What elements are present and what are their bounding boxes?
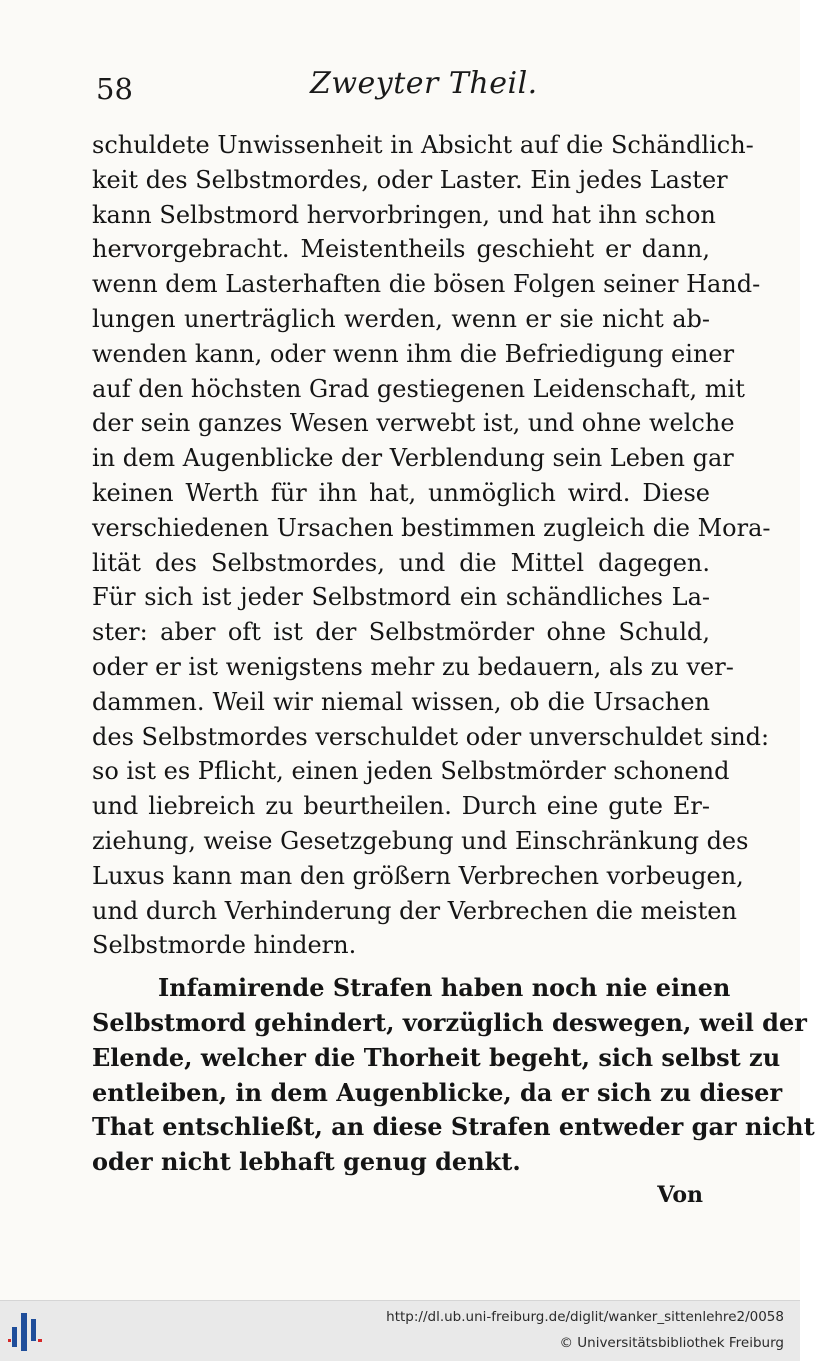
text-line: entleiben, in dem Augenblicke, da er sich zu dieser [92,1077,783,1107]
text-line: der sein ganzes Wesen verwebt ist, und ohne welche [92,409,735,438]
text-line: hervorgebracht. Meistentheils geschieht er dann, [92,235,710,264]
text-line: ster: aber oft ist der Selbstmörder ohne Schuld, [92,618,710,647]
text-line: so ist es Pflicht, einen jeden Selbstmörder schonend [92,757,730,786]
text-line: des Selbstmordes verschuldet oder unverschuldet sind: [92,722,770,751]
text-line: schuldete Unwissenheit in Absicht auf die Schändlich- [92,131,754,159]
library-logo-icon [8,1313,42,1351]
text-line: Infamirende Strafen haben noch nie einen [158,973,731,1003]
text-line: Elende, welcher die Thorheit begeht, sich selbst zu [92,1042,781,1072]
text-line: wenn dem Lasterhaften die bösen Folgen seiner Hand- [92,270,761,299]
text-line: in dem Augenblicke der Verblendung sein Leben gar [92,444,734,473]
text-line: keinen Werth für ihn hat, unmöglich wird. Diese [92,478,710,507]
text-line: keit des Selbstmordes, oder Laster. Ein jedes Laster [92,165,728,194]
viewer-footer [0,1300,800,1361]
text-line: dammen. Weil wir niemal wissen, ob die Ursachen [92,687,710,716]
text-line: auf den höchsten Grad gestiegenen Leidenschaft, mit [92,374,745,403]
paragraph-2 [92,971,815,1180]
page-header [96,62,705,106]
text-line: und liebreich zu beurtheilen. Durch eine gute Er- [92,792,710,821]
paragraph-1 [92,128,771,963]
copyright-notice: © Universitätsbibliothek Freiburg [559,1335,784,1351]
text-line: und durch Verhinderung der Verbrechen die meisten [92,896,737,925]
text-line: verschiedenen Ursachen bestimmen zugleich die Mora- [92,513,771,542]
page-number: 58 [96,72,133,106]
text-line: ziehung, weise Gesetzgebung und Einschränkung des [92,826,749,855]
text-line: lität des Selbstmordes, und die Mittel dagegen. [92,548,710,577]
text-line: kann Selbstmord hervorbringen, und hat ihn schon [92,200,716,229]
catchword: Von [657,1182,703,1208]
running-head: Zweyter Theil. [310,66,538,101]
body-text [92,128,815,1180]
text-line: lungen unerträglich werden, wenn er sie nicht ab- [92,304,710,333]
text-line: That entschließt, an diese Strafen entweder gar nicht [92,1112,815,1142]
text-line: wenden kann, oder wenn ihm die Befriedigung einer [92,339,735,368]
text-line: oder nicht lebhaft genug denkt. [92,1147,521,1177]
text-line: Selbstmorde hindern. [92,931,357,960]
text-line: Selbstmord gehindert, vorzüglich deswegen, weil der [92,1007,807,1037]
permalink-url[interactable]: http://dl.ub.uni-freiburg.de/diglit/wanker_sittenlehre2/0058 [386,1309,784,1325]
text-line: oder er ist wenigstens mehr zu bedauern, als zu ver- [92,652,734,681]
text-line: Für sich ist jeder Selbstmord ein schändliches La- [92,583,710,612]
text-line: Luxus kann man den größern Verbrechen vorbeugen, [92,861,744,890]
